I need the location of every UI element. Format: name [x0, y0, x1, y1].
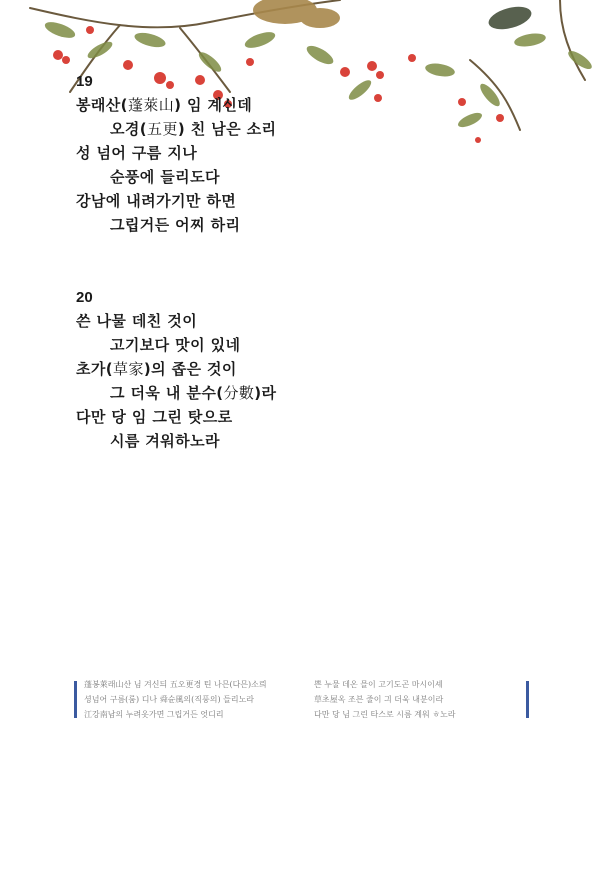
original-text-line: 草초屋옥 조븐 줄이 긔 더욱 내분이라 [314, 695, 444, 704]
poem-line: 시름 겨워하노라 [110, 432, 220, 450]
original-text-poem-20 [314, 677, 455, 722]
poem-20 [76, 287, 276, 453]
original-text-line: 쁜 누물 데온 믈이 고기도곤 마시이셰 [314, 680, 443, 689]
poem-number: 20 [76, 289, 93, 306]
poem-line: 고기보다 맛이 있네 [110, 336, 241, 354]
original-text-line: 蓬봉萊래山산 님 겨신듸 五오更경 틴 나믄(다믄)소릐 [84, 680, 267, 689]
poem-line: 그 더욱 내 분수(分數)라 [110, 384, 277, 402]
poem-line: 강남에 내려가기만 하면 [76, 192, 237, 210]
original-text-line: 셩넘어 구름(룸) 디나 舜슌風의(직풍의) 들리노라 [84, 695, 255, 704]
poem-line: 초가(草家)의 좁은 것이 [76, 360, 237, 378]
poem-line: 성 넘어 구름 지나 [76, 144, 198, 162]
poem-line: 쓴 나물 데친 것이 [76, 312, 198, 330]
original-text-footer [74, 675, 530, 721]
poem-19 [76, 71, 276, 237]
poem-line: 그립거든 어찌 하리 [110, 216, 241, 234]
original-text-line: 江강南남의 누려옷가면 그립거든 엇디리 [84, 710, 224, 719]
accent-bar-right [526, 681, 529, 718]
original-text-line: 다만 당 님 그린 타스로 시름 계워 ㅎ노라 [314, 710, 456, 719]
poem-number: 19 [76, 73, 93, 90]
poem-line: 봉래산(蓬萊山) 임 계신데 [76, 96, 253, 114]
original-text-poem-19 [84, 677, 267, 722]
poem-line: 순풍에 들리도다 [110, 168, 220, 186]
accent-bar-left [74, 681, 77, 718]
poem-line: 다만 당 임 그린 탓으로 [76, 408, 233, 426]
poem-line: 오경(五更) 친 남은 소리 [110, 120, 277, 138]
